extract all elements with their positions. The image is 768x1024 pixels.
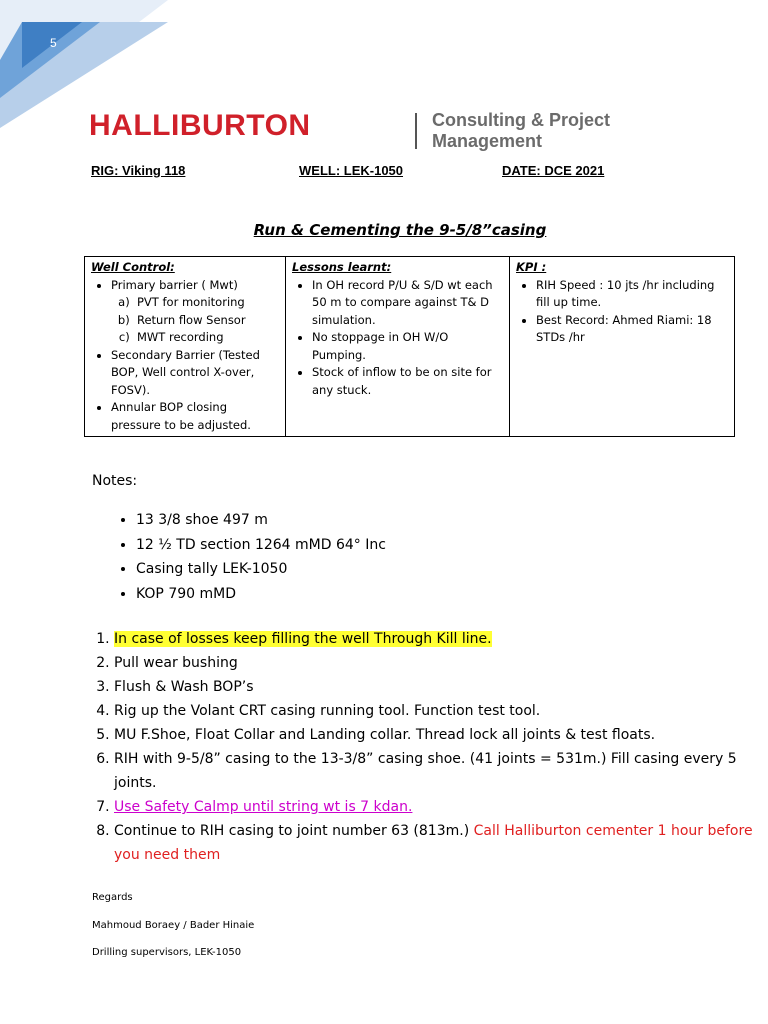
well-control-heading: Well Control: — [91, 260, 175, 274]
kpi-cell — [510, 257, 735, 437]
signatory-role: Drilling supervisors, LEK-1050 — [92, 947, 242, 958]
halliburton-logo: HALLIBURTON — [89, 109, 311, 142]
step-item: 6. RIH with 9-5/8” casing to the 13-3/8” casing shoe. (41 joints = 531m.) Fill casing every 5 joints. — [114, 747, 754, 795]
step-text: Continue to RIH casing to joint number 63 (813m.) — [114, 823, 474, 839]
list-item: • Casing tally LEK-1050 — [136, 557, 386, 582]
lessons-heading: Lessons learnt: — [292, 260, 392, 274]
sub-list — [111, 294, 280, 347]
logo-divider — [415, 113, 417, 149]
regards-text: Regards — [92, 892, 133, 903]
logo-subtitle-line2: Management — [432, 131, 543, 151]
step-item — [114, 819, 754, 867]
list-item: • 12 ½ TD section 1264 mMD 64° Inc — [136, 533, 386, 558]
safety-clamp-link[interactable]: Use Safety Calmp until string wt is 7 kdan. — [114, 799, 413, 815]
step-item: 5. MU F.Shoe, Float Collar and Landing collar. Thread lock all joints & test floats. — [114, 723, 754, 747]
notes-list — [92, 508, 386, 606]
well-control-list — [91, 277, 280, 435]
procedure-steps — [90, 627, 754, 867]
step-item — [114, 795, 754, 819]
list-item-text: Primary barrier ( Mwt) — [111, 277, 238, 292]
list-item: • Secondary Barrier (Tested BOP, Well control X-over, FOSV). — [111, 347, 280, 400]
list-item: • Stock of inflow to be on site for any stuck. — [312, 364, 504, 399]
list-item: • RIH Speed : 10 jts /hr including fill up time. — [536, 277, 729, 312]
highlighted-step: In case of losses keep filling the well Through Kill line. — [114, 631, 492, 647]
kpi-heading: KPI : — [516, 260, 547, 274]
well-label: WELL: LEK-1050 — [299, 163, 404, 178]
kpi-list — [516, 277, 729, 347]
logo-subtitle — [432, 110, 610, 152]
notes-heading: Notes: — [92, 473, 138, 489]
list-item: • No stoppage in OH W/O Pumping. — [312, 329, 504, 364]
well-control-cell — [85, 257, 286, 437]
list-item: • KOP 790 mMD — [136, 582, 386, 607]
page-number: 5 — [50, 36, 57, 50]
step-item — [114, 627, 754, 651]
list-item: • In OH record P/U & S/D wt each 50 m to compare against T& D simulation. — [312, 277, 504, 330]
logo-subtitle-line1: Consulting & Project — [432, 110, 611, 130]
list-item — [111, 277, 280, 347]
list-item: • Annular BOP closing pressure to be adjusted. — [111, 399, 280, 434]
step-item: 2. Pull wear bushing — [114, 651, 754, 675]
lessons-list — [292, 277, 504, 400]
table-row — [85, 257, 735, 437]
step-item: 4. Rig up the Volant CRT casing running tool. Function test tool. — [114, 699, 754, 723]
sub-item: b. Return flow Sensor — [137, 312, 280, 330]
sub-item: a. PVT for monitoring — [137, 294, 280, 312]
date-label: DATE: DCE 2021 — [502, 163, 605, 178]
lessons-cell — [286, 257, 510, 437]
signatory-names: Mahmoud Boraey / Bader Hinaie — [92, 920, 255, 931]
page-title: Run & Cementing the 9-5/8”casing — [253, 221, 547, 239]
list-item: • 13 3/8 shoe 497 m — [136, 508, 386, 533]
list-item: • Best Record: Ahmed Riami: 18 STDs /hr — [536, 312, 729, 347]
step-item: 3. Flush & Wash BOP’s — [114, 675, 754, 699]
rig-label: RIG: Viking 118 — [91, 163, 186, 178]
sub-item: c. MWT recording — [137, 329, 280, 347]
cementer-warning: Call Halliburton cementer 1 hour before you need them — [114, 823, 753, 863]
summary-table — [84, 256, 735, 437]
